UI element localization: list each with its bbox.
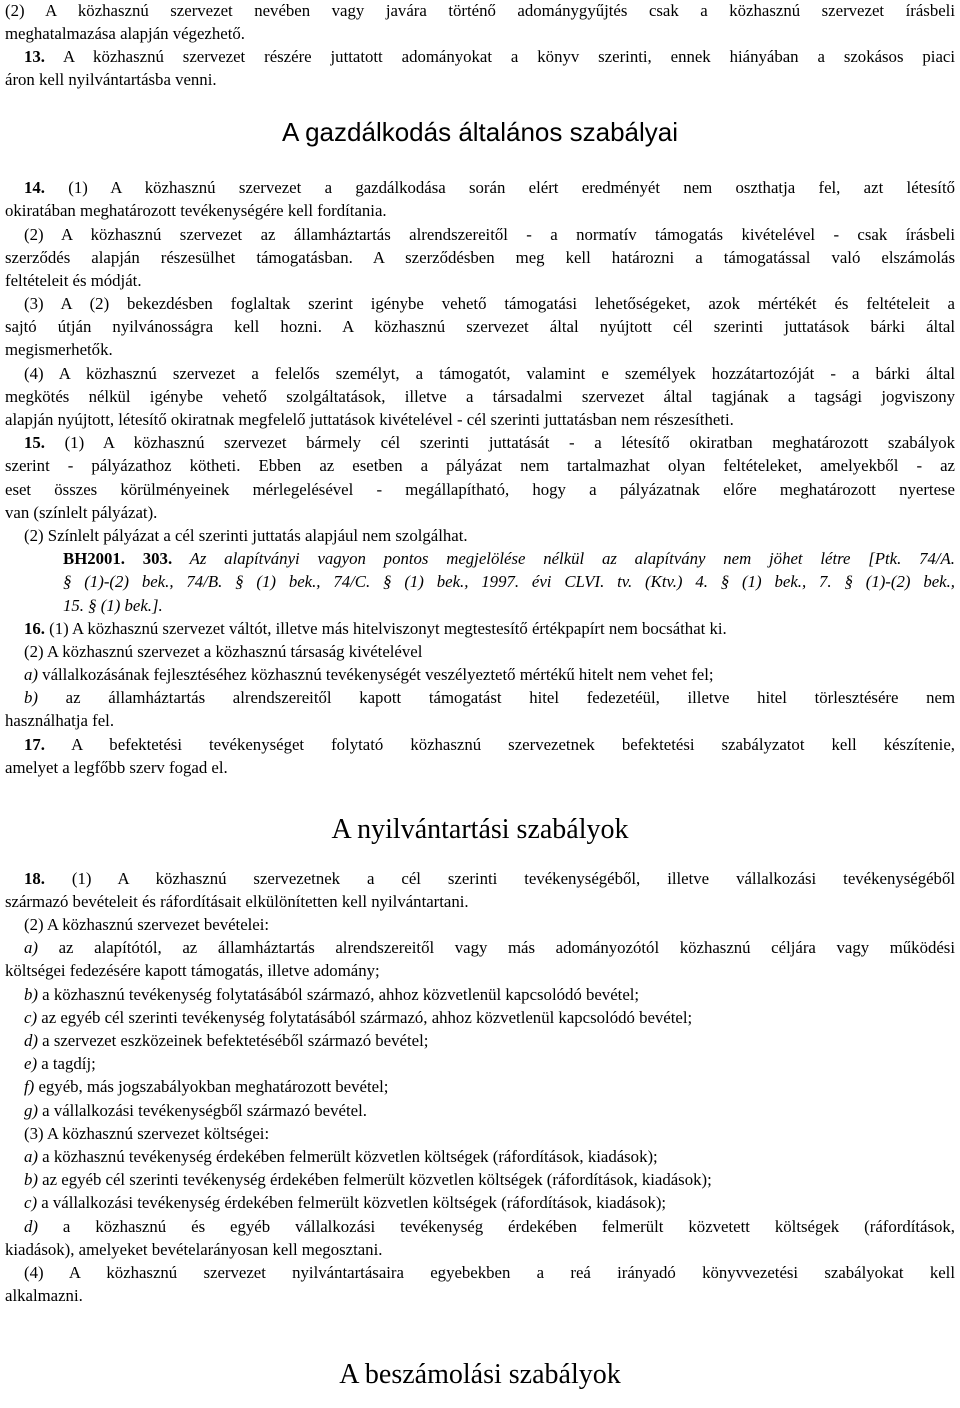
- list-marker: c): [24, 1193, 38, 1212]
- paragraph-line: feltételeit és módját.: [5, 271, 142, 290]
- list-marker: g): [24, 1101, 38, 1120]
- court-decision-note: 15. § (1) bek.].: [63, 596, 163, 615]
- section-18: 18. (1) A közhasznú szervezetnek a cél szerinti tevékenységéből, illetve vállalkozási tevékenységéből: [24, 869, 955, 888]
- section-17: 17. A befektetési tevékenységet folytató közhasznú szervezetnek befektetési szabályzatot kell készítenie,: [24, 735, 955, 754]
- list-marker: f): [24, 1077, 35, 1096]
- heading-beszamolasi: A beszámolási szabályok: [339, 1359, 621, 1390]
- paragraph-line: alapján nyújtott, létesítő okiratnak megfelelő juttatások kivételével - cél szerinti juttatásban nem részesítheti.: [5, 410, 734, 429]
- section-15: 15. (1) A közhasznú szervezet bármely cél szerinti juttatását - a létesítő okiratban meghatározott szabályok: [24, 433, 955, 452]
- paragraph-line: (2) A közhasznú szervezet az államháztartás alrendszereitől - a normatív támogatás kivételével - csak írásbeli: [24, 225, 955, 244]
- paragraph-line: származó bevételeit és ráfordításait elkülönítetten kell nyilvántartani.: [5, 892, 469, 911]
- heading-nyilvantartasi: A nyilvántartási szabályok: [331, 814, 629, 845]
- list-marker: c): [24, 1008, 38, 1027]
- list-marker: a): [24, 1147, 38, 1166]
- paragraph-line: költségei fedezésére kapott támogatás, illetve adomány;: [5, 961, 380, 980]
- heading-gazdalkodas: A gazdálkodás általános szabályai: [281, 117, 679, 147]
- court-decision-note: § (1)-(2) bek., 74/B. § (1) bek., 74/C. § (1) bek., 1997. évi CLVI. tv. (Ktv.) 4. § (1) bek., 7. § (1)-(2) bek.,: [63, 572, 955, 591]
- paragraph-line: megkötés nélkül igénybe vehető szolgáltatások, illetve a társadalmi szervezet által tagjának a tagsági jogviszony: [5, 387, 955, 406]
- paragraph-line: megismerhetők.: [5, 340, 113, 359]
- court-decision-note: BH2001. 303. Az alapítványi vagyon pontos megjelölése nélkül az alapítvány nem jöhet létre [Ptk. 74/A.: [63, 549, 955, 568]
- decision-reference: BH2001. 303.: [63, 549, 173, 568]
- list-item: c) az egyéb cél szerinti tevékenység folytatásából származó, ahhoz közvetlenül kapcsolódó bevétel;: [24, 1008, 693, 1027]
- section-16: 16. (1) A közhasznú szervezet váltót, illetve más hitelviszonyt megtestesítő értékpapírt nem bocsáthat ki.: [24, 619, 727, 638]
- paragraph-line: eset összes körülményeinek mérlegelésével - megállapítható, hogy a pályázatnak előre meghatározott nyertese: [5, 480, 955, 499]
- paragraph-line: sajtó útján nyilvánosságra kell hozni. A közhasznú szervezet által nyújtott cél szerinti juttatások bárki által: [5, 317, 955, 336]
- section-number: 15.: [24, 433, 45, 452]
- paragraph-line: (2) A közhasznú szervezet bevételei:: [24, 915, 270, 934]
- paragraph-line: (4) A közhasznú szervezet nyilvántartásaira egyebekben a reá irányadó könyvvezetési szabályokat kell: [24, 1263, 955, 1282]
- paragraph-line: áron kell nyilvántartásba venni.: [5, 70, 217, 89]
- paragraph-line: használhatja fel.: [5, 711, 115, 730]
- paragraph-line: (3) A (2) bekezdésben foglaltak szerint igénybe vehető támogatási lehetőségeket, azok mértékét és feltételeit a: [24, 294, 955, 313]
- section-number: 16.: [24, 619, 45, 638]
- list-marker: d): [24, 1217, 38, 1236]
- paragraph-line: alkalmazni.: [5, 1286, 83, 1305]
- list-item: a) vállalkozásának fejlesztéséhez közhasznú tevékenységét veszélyeztető mértékű hitelt nem vehet fel;: [24, 665, 714, 684]
- list-marker: a): [24, 665, 38, 684]
- list-item: e) a tagdíj;: [24, 1054, 96, 1073]
- section-13: 13. A közhasznú szervezet részére juttatott adományokat a könyv szerinti, ennek hiányában a szokásos piaci: [24, 47, 955, 66]
- paragraph-line: meghatalmazása alapján végezhető.: [5, 24, 245, 43]
- list-item: b) a közhasznú tevékenység folytatásából származó, ahhoz közvetlenül kapcsolódó bevétel;: [24, 985, 640, 1004]
- list-marker: b): [24, 688, 38, 707]
- list-item: c) a vállalkozási tevékenység érdekében felmerült közvetlen költségek (ráfordítások, kiadások);: [24, 1193, 667, 1212]
- paragraph-line: (2) A közhasznú szervezet a közhasznú társaság kivételével: [24, 642, 423, 661]
- paragraph-line: (2) A közhasznú szervezet nevében vagy javára történő adománygyűjtés csak a közhasznú szervezet írásbeli: [5, 1, 955, 20]
- list-item: d) a szervezet eszközeinek befektetéséből származó bevétel;: [24, 1031, 429, 1050]
- paragraph-line: okiratában meghatározott tevékenységére kell fordítania.: [5, 201, 387, 220]
- paragraph-line: amelyet a legfőbb szerv fogad el.: [5, 758, 228, 777]
- list-marker: e): [24, 1054, 38, 1073]
- list-marker: b): [24, 1170, 38, 1189]
- list-item: g) a vállalkozási tevékenységből származó bevétel.: [24, 1101, 367, 1120]
- section-number: 18.: [24, 869, 45, 888]
- list-item: a) a közhasznú tevékenység érdekében felmerült közvetlen költségek (ráfordítások, kiadások);: [24, 1147, 658, 1166]
- section-number: 14.: [24, 178, 45, 197]
- list-marker: b): [24, 985, 38, 1004]
- paragraph-line: (3) A közhasznú szervezet költségei:: [24, 1124, 270, 1143]
- list-marker: a): [24, 938, 38, 957]
- list-item: a) az alapítótól, az államháztartás alrendszereitől vagy más adományozótól közhasznú céljára vagy működési: [24, 938, 955, 957]
- list-item: f) egyéb, más jogszabályokban meghatározott bevétel;: [24, 1077, 389, 1096]
- list-item: d) a közhasznú és egyéb vállalkozási tevékenység érdekében felmerült közvetett költségek (ráfordítások,: [24, 1217, 955, 1236]
- paragraph-line: szerint - pályázathoz kötheti. Ebben az esetben a pályázat nem tartalmazhat olyan feltételeket, amelyekből - az: [5, 456, 955, 475]
- paragraph-line: kiadások), amelyeket bevételarányosan kell megosztani.: [5, 1240, 383, 1259]
- paragraph-line: szerződés alapján részesülhet támogatásban. A szerződésben meg kell határozni a támogatással való elszámolás: [5, 248, 955, 267]
- section-number: 17.: [24, 735, 45, 754]
- section-14: 14. (1) A közhasznú szervezet a gazdálkodása során elért eredményét nem oszthatja fel, azt létesítő: [24, 178, 955, 197]
- paragraph-line: (2) Színlelt pályázat a cél szerinti juttatás alapjául nem szolgálhat.: [24, 526, 468, 545]
- paragraph-line: (4) A közhasznú szervezet a felelős személyt, a támogatót, valamint e személyek hozzátartozóját - a bárki által: [24, 364, 955, 383]
- list-marker: d): [24, 1031, 38, 1050]
- list-item: b) az államháztartás alrendszereitől kapott támogatást hitel fedezetéül, illetve hitel törlesztésére nem: [24, 688, 955, 707]
- paragraph-line: van (színlelt pályázat).: [5, 503, 158, 522]
- list-item: b) az egyéb cél szerinti tevékenység érdekében felmerült közvetlen költségek (ráfordítások, kiadások);: [24, 1170, 712, 1189]
- section-number: 13.: [24, 47, 45, 66]
